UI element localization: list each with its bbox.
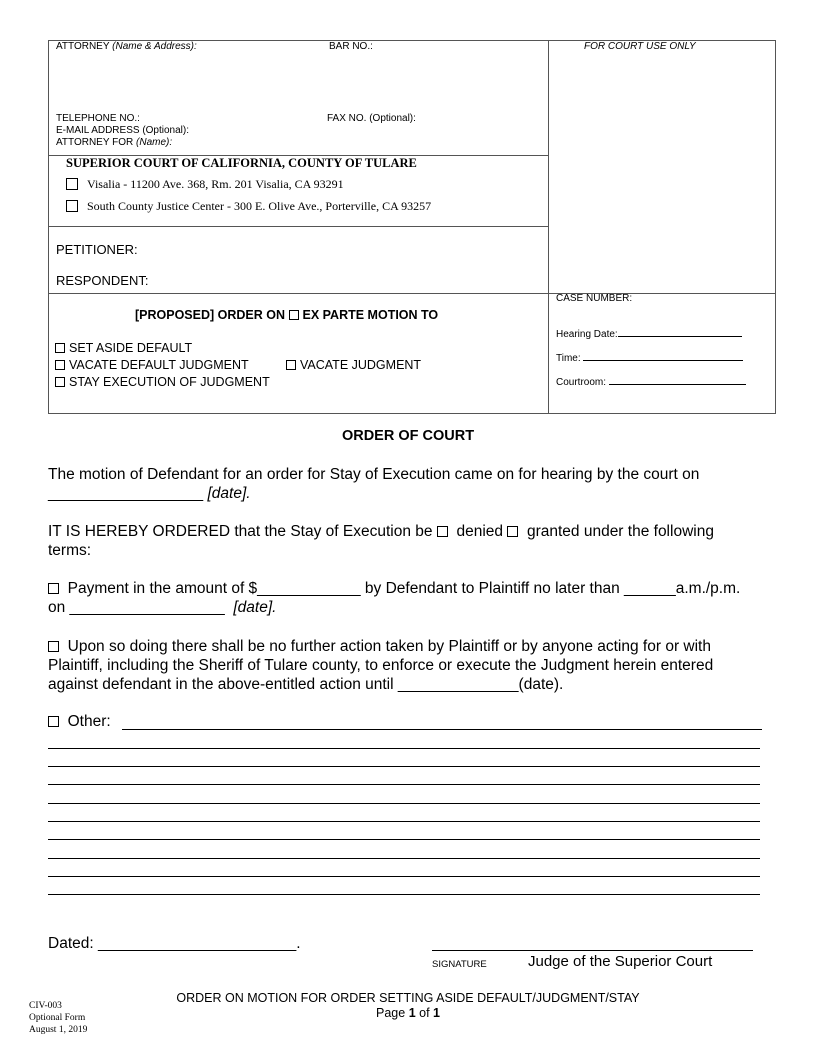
upon-checkbox[interactable] — [48, 641, 59, 652]
courtroom-label: Courtroom: — [556, 377, 607, 388]
footer-title: ORDER ON MOTION FOR ORDER SETTING ASIDE DEFAULT/JUDGMENT/STAY — [176, 991, 640, 1005]
other-label: Other: — [48, 712, 111, 731]
porterville-label: South County Justice Center - 300 E. Olive Ave., Porterville, CA 93257 — [87, 199, 432, 213]
telephone-label: TELEPHONE NO.: — [56, 113, 140, 124]
other-line-2[interactable] — [48, 766, 760, 767]
location-visalia[interactable] — [66, 177, 344, 192]
hearing-date-field[interactable] — [556, 329, 742, 340]
option-stay[interactable]: STAY EXECUTION OF JUDGMENT — [55, 375, 270, 389]
paragraph-payment: Payment in the amount of $____________ by Defendant to Plaintiff no later than ______a.m./p.m. on __________________ [date]. — [48, 580, 741, 616]
divider-parties — [48, 226, 548, 227]
other-line-4[interactable] — [48, 803, 760, 804]
location-porterville[interactable] — [66, 199, 431, 214]
court-name: SUPERIOR COURT OF CALIFORNIA, COUNTY OF TULARE — [66, 156, 417, 170]
proposed-order-title: [PROPOSED] ORDER ON EX PARTE MOTION TO — [135, 308, 439, 322]
paragraph-hearing: The motion of Defendant for an order for Stay of Execution came on for hearing by the court on __________________ [date]. — [48, 466, 700, 502]
caption-divider-vertical — [548, 40, 549, 414]
petitioner-label: PETITIONER: — [56, 242, 138, 257]
form-date: August 1, 2019 — [29, 1025, 88, 1035]
time-field[interactable] — [556, 353, 743, 364]
option-vacate-default[interactable]: VACATE DEFAULT JUDGMENT — [55, 358, 249, 372]
dated-field[interactable]: Dated: _______________________. — [48, 935, 301, 952]
form-optional: Optional Form — [29, 1013, 86, 1023]
visalia-checkbox[interactable] — [66, 178, 78, 190]
attorney-for-label: ATTORNEY FOR (Name): — [56, 137, 173, 148]
time-label: Time: — [556, 353, 581, 364]
order-heading: ORDER OF COURT — [341, 428, 475, 444]
email-label: E-MAIL ADDRESS (Optional): — [56, 125, 190, 136]
other-line-0[interactable] — [122, 729, 762, 730]
other-checkbox[interactable] — [48, 716, 59, 727]
vacate-default-checkbox[interactable] — [55, 360, 65, 370]
signature-line[interactable] — [432, 950, 753, 951]
page-indicator: Page 1 of 1 — [376, 1006, 440, 1020]
judge-label: Judge of the Superior Court — [528, 953, 713, 970]
other-line-5[interactable] — [48, 821, 760, 822]
vacate-judgment-checkbox[interactable] — [286, 360, 296, 370]
divider-title — [48, 293, 776, 294]
fax-label: FAX NO. (Optional): — [327, 113, 416, 124]
stay-checkbox[interactable] — [55, 377, 65, 387]
option-set-aside[interactable]: SET ASIDE DEFAULT — [55, 341, 192, 355]
paragraph-upon: Upon so doing there shall be no further action taken by Plaintiff or by anyone acting for or with Plaintiff, including the Sheriff of Tulare county, to enforce or execute the Judgment herein entered against defendant in the above-entitled action until ______________(date). — [48, 638, 714, 693]
paragraph-ordered: IT IS HEREBY ORDERED that the Stay of Execution be denied granted under the following terms: — [48, 523, 714, 559]
respondent-label: RESPONDENT: — [56, 273, 149, 288]
visalia-label: Visalia - 11200 Ave. 368, Rm. 201 Visalia, CA 93291 — [87, 177, 344, 191]
other-line-1[interactable] — [48, 748, 760, 749]
attorney-label: ATTORNEY (Name & Address): — [56, 41, 197, 52]
hearing-date-label: Hearing Date: — [556, 329, 618, 340]
payment-checkbox[interactable] — [48, 583, 59, 594]
case-number-label: CASE NUMBER: — [556, 293, 633, 304]
court-use-label: FOR COURT USE ONLY — [584, 41, 696, 52]
ex-parte-checkbox[interactable] — [289, 310, 299, 320]
signature-label: SIGNATURE — [432, 959, 487, 970]
set-aside-checkbox[interactable] — [55, 343, 65, 353]
other-line-9[interactable] — [48, 894, 760, 895]
porterville-checkbox[interactable] — [66, 200, 78, 212]
other-line-6[interactable] — [48, 839, 760, 840]
option-vacate-judgment[interactable]: VACATE JUDGMENT — [286, 358, 421, 372]
other-line-3[interactable] — [48, 784, 760, 785]
denied-checkbox[interactable] — [437, 526, 448, 537]
other-line-7[interactable] — [48, 858, 760, 859]
form-id: CIV-003 — [29, 1001, 62, 1011]
other-line-8[interactable] — [48, 876, 760, 877]
bar-no-label: BAR NO.: — [329, 41, 373, 52]
courtroom-field[interactable] — [556, 377, 746, 388]
granted-checkbox[interactable] — [507, 526, 518, 537]
